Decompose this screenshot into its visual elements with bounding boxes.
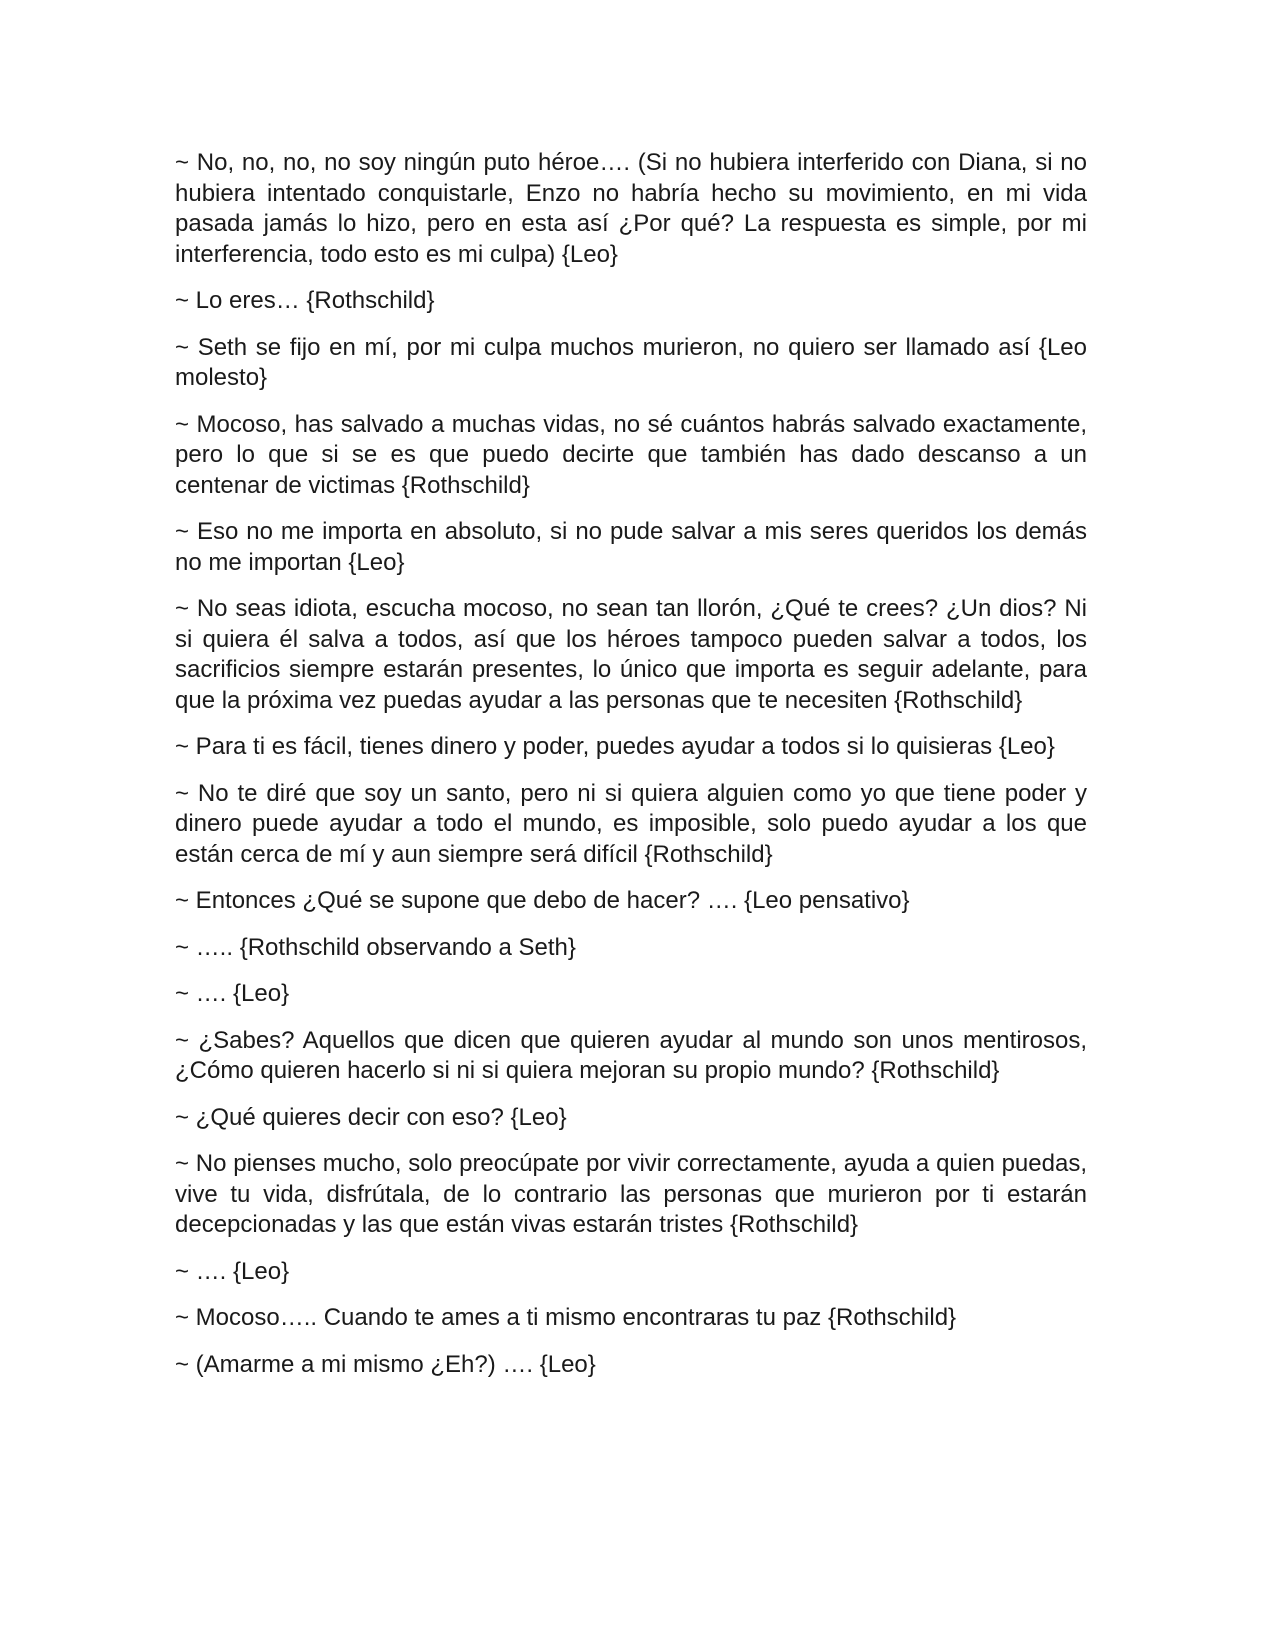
paragraph-14: ~ No pienses mucho, solo preocúpate por vivir correctamente, ayuda a quien puedas, vive tu vida, disfrútala, de lo contrario las personas que murieron por ti estarán decepcionadas y las que están vivas estarán tristes {Rothschild} xyxy=(175,1150,1087,1238)
paragraph-6: ~ No seas idiota, escucha mocoso, no sean tan llorón, ¿Qué te crees? ¿Un dios? Ni si quiera él salva a todos, así que los héroes tampoco pueden salvar a todos, los sacrificios siempre estarán presentes, lo único que importa es seguir adelante, para que la próxima vez puedas ayudar a las personas que te necesiten {Rothschild} xyxy=(175,595,1087,714)
paragraph-7: ~ Para ti es fácil, tienes dinero y poder, puedes ayudar a todos si lo quisieras {Leo} xyxy=(175,733,1055,760)
paragraph-9: ~ Entonces ¿Qué se supone que debo de hacer? …. {Leo pensativo} xyxy=(175,887,910,914)
paragraph-5: ~ Eso no me importa en absoluto, si no pude salvar a mis seres queridos los demás no me importan {Leo} xyxy=(175,518,1087,576)
paragraph-12: ~ ¿Sabes? Aquellos que dicen que quieren ayudar al mundo son unos mentirosos, ¿Cómo quieren hacerlo si ni si quiera mejoran su propio mundo? {Rothschild} xyxy=(175,1026,1087,1084)
paragraph-11: ~ …. {Leo} xyxy=(175,980,290,1007)
paragraph-10: ~ ….. {Rothschild observando a Seth} xyxy=(175,933,576,961)
paragraph-4: ~ Mocoso, has salvado a muchas vidas, no sé cuántos habrás salvado exactamente, pero lo que si se es que puedo decirte que también has dado descanso a un centenar de victimas {Rothschild} xyxy=(175,410,1087,499)
paragraph-13: ~ ¿Qué quieres decir con eso? {Leo} xyxy=(175,1103,567,1131)
paragraph-2: ~ Lo eres… {Rothschild} xyxy=(175,287,435,314)
paragraph-15: ~ …. {Leo} xyxy=(175,1257,290,1285)
paragraph-3: ~ Seth se fijo en mí, por mi culpa muchos murieron, no quiero ser llamado así {Leo molesto} xyxy=(175,333,1087,391)
document-body xyxy=(175,148,1087,1396)
paragraph-1: ~ No, no, no, no soy ningún puto héroe…. (Si no hubiera interferido con Diana, si no hubiera intentado conquistarle, Enzo no habría hecho su movimiento, en mi vida pasada jamás lo hizo, pero en esta así ¿Por qué? La respuesta es simple, por mi interferencia, todo esto es mi culpa) {Leo} xyxy=(175,149,1087,268)
paragraph-16: ~ Mocoso….. Cuando te ames a ti mismo encontraras tu paz {Rothschild} xyxy=(175,1304,957,1331)
paragraph-8: ~ No te diré que soy un santo, pero ni si quiera alguien como yo que tiene poder y dinero puede ayudar a todo el mundo, es imposible, solo puedo ayudar a los que están cerca de mí y aun siempre será difícil {Rothschild} xyxy=(175,779,1087,868)
paragraph-17: ~ (Amarme a mi mismo ¿Eh?) …. {Leo} xyxy=(175,1350,596,1378)
